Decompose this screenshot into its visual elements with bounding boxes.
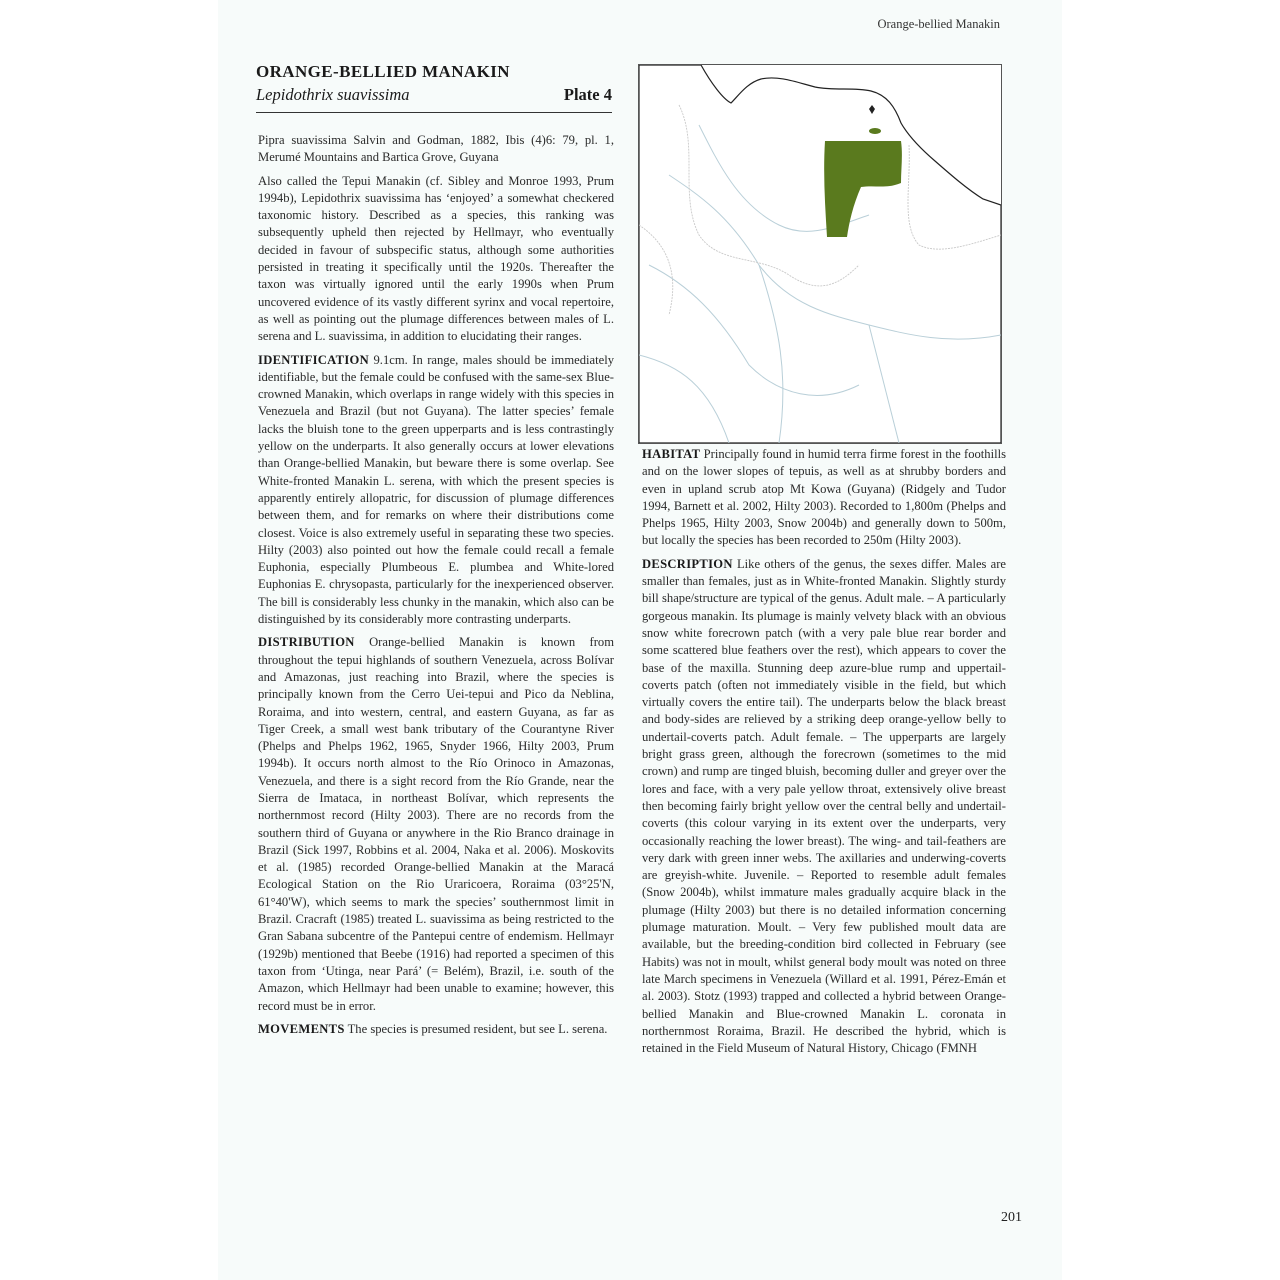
distribution-text: Orange-bellied Manakin is known from throughout the tepui highlands of southern Venezuela, across Bolívar and Amazonas, just reaching into Brazil, where the species is principally known from the Cerro Uei-tepui and Pico da Neblina, Roraima, and into western, central, and eastern Guyana, as far as Tiger Creek, a small west bank tributary of the Courantyne River (Phelps and Phelps 1962, 1965, Snyder 1966, Hilty 2003, Prum 1994b). It occurs north almost to the Río Orinoco in Amazonas, Venezuela, and there is a sight record from the Río Grande, near the Sierra de Imataca, in northeast Bolívar, which represents the northernmost record (Hilty 2003). There are no records from the southern third of Guyana or anywhere in the Rio Branco drainage in Brazil (Sick 1997, Robbins et al. 2004, Naka et al. 2006). Moskovits et al. (1985) recorded Orange-bellied Manakin at the Maracá Ecological Station on the Rio Uraricoera, Roraima (03°25'N, 61°40'W), which seems to mark the species’ southernmost limit in Brazil. Cracraft (1985) treated L. suavissima as being restricted to the Gran Sabana subcentre of the Pantepui centre of endemism. Hellmayr (1929b) mentioned that Beebe (1916) had reported a specimen of this taxon from ‘Utinga, near Pará’ (= Belém), Brazil, i.e. south of the Amazon, which Hellmayr had been unable to examine; however, this record must be in error.: [258, 635, 614, 1013]
range-outlier: [869, 128, 881, 134]
movements-heading: MOVEMENTS: [258, 1021, 345, 1036]
running-head: Orange-bellied Manakin: [877, 17, 1000, 31]
description-text: Like others of the genus, the sexes differ. Males are smaller than females, just as in White-fronted Manakin. Slightly sturdy bill shape/structure are typical of the genus. Adult male. – A particularly gorgeous manakin. Its plumage is mainly velvety black with an obvious snow white forecrown patch (with a very pale blue rear border and some scattered blue feathers over the rest), which appears to cover the base of the maxilla. Stunning deep azure-blue rump and uppertail-coverts patch (often not immediately visible in the field, but which virtually covers the entire tail). The underparts below the black breast and body-sides are relieved by a striking deep orange-yellow belly to undertail-coverts patch. Adult female. – The upperparts are largely bright grass green, although the forecrown (sometimes to the mid crown) and rump are tinged bluish, becoming duller and greyer over the lores and face, with a very pale yellow throat, extensively olive breast then becoming fairly bright yellow over the central belly and undertail-coverts (this colour varying in its extent over the underparts, very occasionally reaching the lower breast). The wing- and tail-feathers are very dark with green inner webs. The axillaries and underwing-coverts are greyish-white. Juvenile. – Reported to resemble adult females (Snow 2004b), whilst immature males gradually acquire black in the plumage (Hilty 2003) but there is no detailed information concerning plumage maturation. Moult. – Very few published moult data are available, but the breeding-condition bird collected in February (see Habits) was not in moult, whilst general body moult was noted on three late March specimens in Venezuela (Willard et al. 1991, Pérez-Emán et al. 2003). Stotz (1993) trapped and collected a hybrid between Orange-bellied Manakin and Blue-crowned Manakin L. coronata in northernmost Roraima, Brazil. He described the hybrid, which is retained in the Field Museum of Natural History, Chicago (FMNH: [642, 556, 1006, 1056]
identification-heading: IDENTIFICATION: [258, 352, 370, 367]
book-page: [218, 0, 1062, 1280]
left-column: [258, 132, 614, 1044]
range-map-svg: [639, 65, 1001, 443]
right-column: [642, 446, 1006, 1063]
coastline: [639, 65, 1001, 443]
habitat-section: [642, 446, 1006, 550]
identification-section: [258, 352, 614, 629]
species-header: [256, 62, 612, 105]
range-map: [638, 64, 1002, 444]
distribution-heading: DISTRIBUTION: [258, 635, 355, 650]
species-title: ORANGE-BELLIED MANAKIN: [256, 62, 510, 81]
citation: Pipra suavissima Salvin and Godman, 1882, Ibis (4)6: 79, pl. 1, Merumé Mountains and Bartica Grove, Guyana: [258, 133, 614, 165]
title-rule: [256, 112, 612, 113]
page-number: 201: [1001, 1210, 1022, 1225]
scientific-name: Lepidothrix suavissima: [256, 85, 410, 104]
habitat-heading: HABITAT: [642, 447, 701, 461]
movements-section: [258, 1021, 614, 1038]
intro-paragraph: Also called the Tepui Manakin (cf. Sibley and Monroe 1993, Prum 1994b), Lepidothrix suavissima has ‘enjoyed’ a somewhat checkered taxonomic history. Described as a species, this ranking was subsequently upheld then rejected by Hellmayr, who eventually decided in favour of subspecific status, although some authorities persisted in treating it specifically until the 1920s. Thereafter the taxon was virtually ignored until the early 1990s when Prum uncovered evidence of its vastly different syrinx and vocal repertoire, as well as pointing out the plumage differences between males of L. serena and L. suavissima, in addition to elucidating their ranges.: [258, 173, 614, 344]
movements-text: The species is presumed resident, but see L. serena.: [347, 1021, 608, 1036]
habitat-text: Principally found in humid terra firme forest in the foothills and on the lower slopes of tepuis, as well as at shrubby borders and even in upland scrub atop Mt Kowa (Guyana) (Ridgely and Tudor 1994, Barnett et al. 2002, Hilty 2003). Recorded to 1,800m (Phelps and Phelps 1965, Hilty 2003, Snow 2004b) and generally down to 500m, but locally the species has been recorded to 250m (Hilty 2003).: [642, 447, 1006, 548]
description-section: [642, 556, 1006, 1058]
plate-reference: Plate 4: [563, 85, 612, 104]
subtitle-row: [256, 85, 612, 105]
identification-text: 9.1cm. In range, males should be immediately identifiable, but the female could be confused with the same-sex Blue-crowned Manakin, which overlaps in range widely with this species in Venezuela and Brazil (but not Guyana). The latter species’ female lacks the bluish tone to the green upperparts and is less contrastingly yellow on the underparts. It also generally occurs at lower elevations than Orange-bellied Manakin, but beware there is some overlap. See White-fronted Manakin L. serena, with which the present species is apparently entirely allopatric, for discussion of plumage differences between them, and for remarks on where their distributions come closest. Voice is also extremely useful in separating these two species. Hilty (2003) also pointed out how the female could recall a female Euphonia, especially Plumbeous E. plumbea and White-lored Euphonias E. chrysopasta, particularly for the inexperienced observer. The bill is considerably less chunky in the manakin, which also can be distinguished by its considerably more contrasting underparts.: [258, 352, 614, 627]
distribution-section: [258, 634, 614, 1015]
description-heading: DESCRIPTION: [642, 556, 733, 571]
